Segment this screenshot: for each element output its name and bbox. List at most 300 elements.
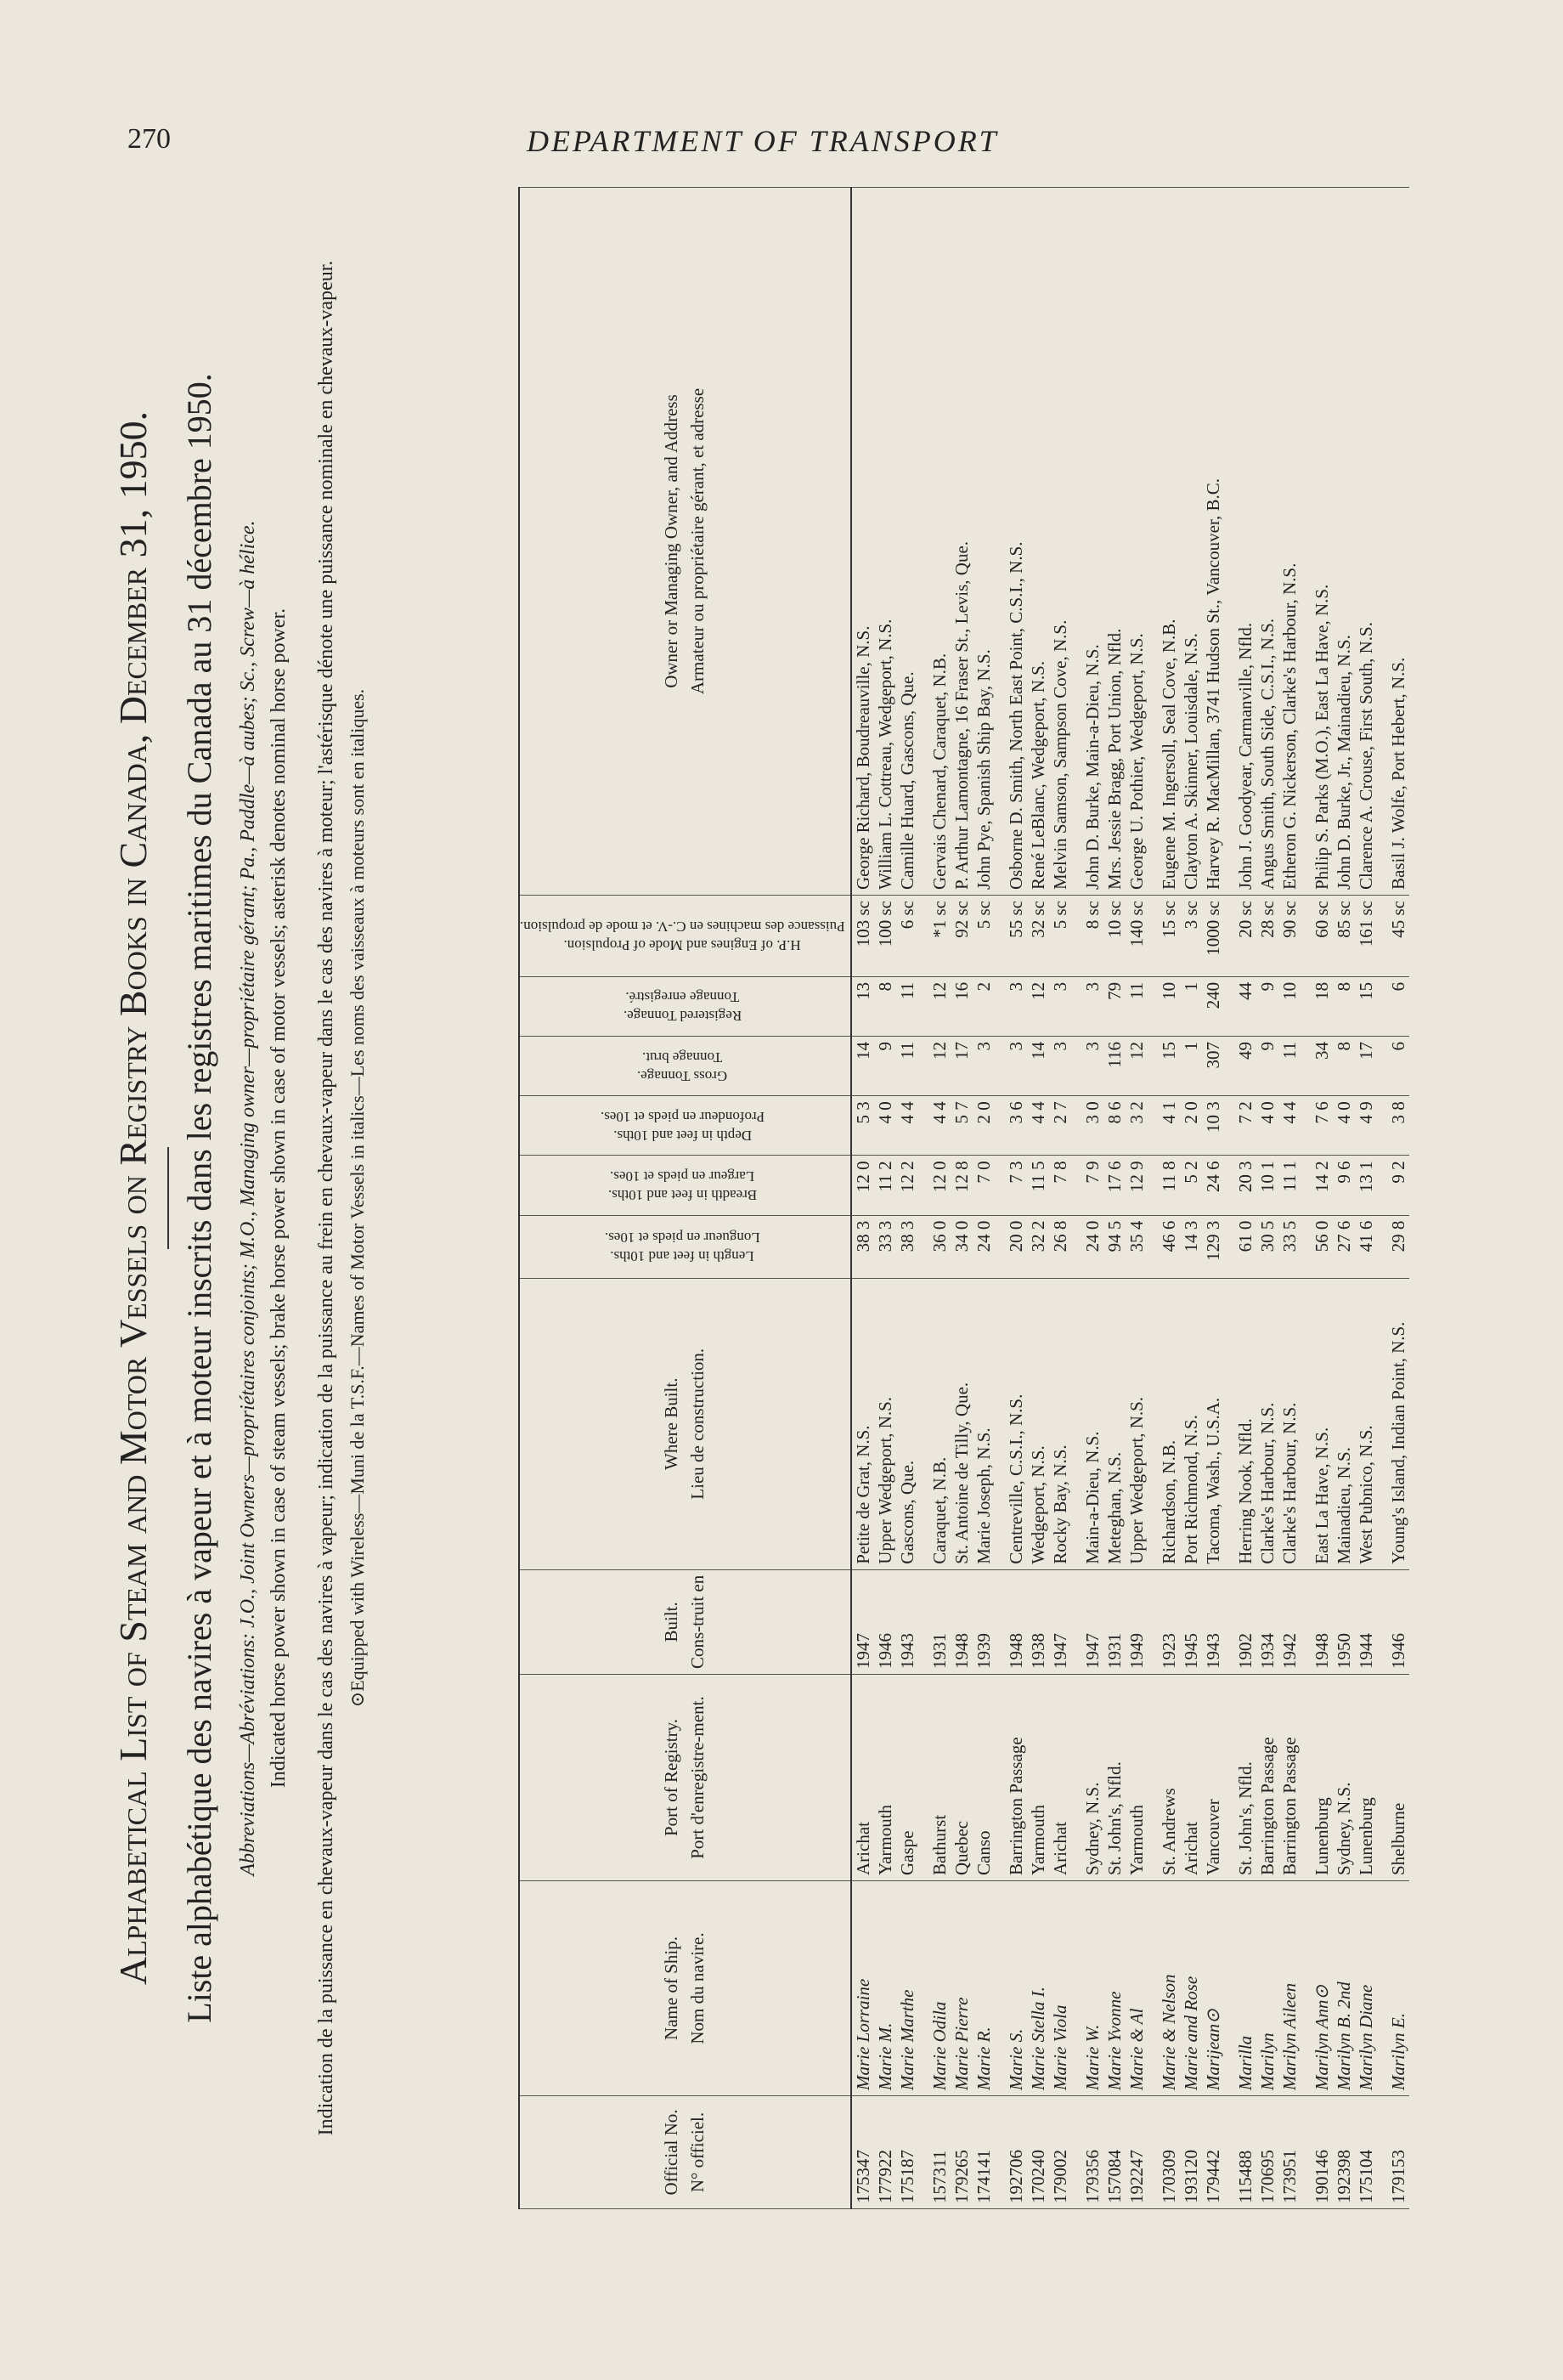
ship-name-cell: Marilyn [1256, 1881, 1278, 2096]
official-no-cell: 157084 [1103, 2096, 1126, 2209]
gross-tonnage-cell: 8 [1333, 1037, 1355, 1096]
length-cell: 38 3 [851, 1215, 874, 1278]
horse-power-cell: 3 sc [1180, 896, 1202, 977]
registered-tonnage-cell: 3 [1049, 976, 1081, 1036]
ship-name-cell: Marie M. [874, 1881, 896, 2096]
length-cell: 24 0 [973, 1215, 1005, 1278]
horse-power-cell: 8 sc [1081, 896, 1103, 977]
horse-power-cell: *1 sc [928, 896, 951, 977]
owner-cell: Basil J. Wolfe, Port Hebert, N.S. [1387, 188, 1409, 896]
port-cell: Barrington Passage [1005, 1675, 1027, 1881]
horse-power-cell: 140 sc [1126, 896, 1158, 977]
depth-cell: 4 0 [1256, 1096, 1278, 1156]
length-cell: 129 3 [1202, 1215, 1234, 1278]
owner-cell: John D. Burke, Jr., Mainadieu, N.S. [1333, 188, 1355, 896]
built-year-cell: 1943 [1202, 1569, 1234, 1674]
horse-power-cell: 28 sc [1256, 896, 1278, 977]
breadth-cell: 12 8 [951, 1156, 973, 1215]
owner-cell: Clarence A. Crouse, First South, N.S. [1355, 188, 1387, 896]
depth-cell: 8 6 [1103, 1096, 1126, 1156]
owner-cell: Gervais Chenard, Caraquet, N.B. [928, 188, 951, 896]
official-no-cell: 179002 [1049, 2096, 1081, 2209]
ship-name-cell: Marie W. [1081, 1881, 1103, 2096]
breadth-cell: 24 6 [1202, 1156, 1234, 1215]
length-cell: 32 2 [1027, 1215, 1049, 1278]
length-cell: 35 4 [1126, 1215, 1158, 1278]
french-power-note: Indication de la puissance en chevaux-vapeur dans le cas des navires à vapeur; indication de la puissance au frein en chevaux-vapeur dans le cas des navires à moteur; l'astérisque dénote une puissance nominale en chevaux-vapeur. [315, 260, 337, 2136]
length-cell: 34 0 [951, 1215, 973, 1278]
built-year-cell: 1923 [1158, 1569, 1180, 1674]
owner-cell: William L. Cottreau, Wedgeport, N.S. [874, 188, 896, 896]
table-row [1180, 188, 1202, 2209]
owner-cell: Osborne D. Smith, North East Point, C.S.I., N.S. [1005, 188, 1027, 896]
abbreviations-note: Abbreviations—Abréviations: J.O., Joint Owners—propriétaires conjoints; M.O., Managing owner—propriétaire gérant; Pa., Paddle—à aubes; Sc., Screw—à hélice. [237, 520, 259, 1876]
depth-cell: 7 2 [1234, 1096, 1256, 1156]
col-breadth: Breadth in feet and 10ths. Largeur en pieds et 10es. [519, 1156, 851, 1215]
depth-cell: 4 0 [1333, 1096, 1355, 1156]
registered-tonnage-cell: 11 [1126, 976, 1158, 1036]
length-cell: 30 5 [1256, 1215, 1278, 1278]
port-cell: Sydney, N.S. [1081, 1675, 1103, 1881]
depth-cell: 3 8 [1387, 1096, 1409, 1156]
breadth-cell: 11 5 [1027, 1156, 1049, 1215]
official-no-cell: 190146 [1311, 2096, 1333, 2209]
col-depth: Depth in feet and 10ths. Profondeur en pieds et 10es. [519, 1096, 851, 1156]
wireless-note: ⊙Equipped with Wireless—Muni de la T.S.F.—Names of Motor Vessels in italics—Les noms des vaisseaux à moteurs sont en italiques. [347, 688, 368, 1708]
length-cell: 38 3 [896, 1215, 928, 1278]
horse-power-cell: 161 sc [1355, 896, 1387, 977]
depth-cell: 4 4 [1027, 1096, 1049, 1156]
breadth-cell: 17 6 [1103, 1156, 1126, 1215]
table-row [1234, 188, 1256, 2209]
built-year-cell: 1934 [1256, 1569, 1278, 1674]
where-built-cell: Petite de Grat, N.S. [851, 1278, 874, 1569]
ship-name-cell: Marie Odila [928, 1881, 951, 2096]
owner-cell: René LeBlanc, Wedgeport, N.S. [1027, 188, 1049, 896]
horse-power-cell: 55 sc [1005, 896, 1027, 977]
official-no-cell: 170240 [1027, 2096, 1049, 2209]
official-no-cell: 173951 [1278, 2096, 1311, 2209]
gross-tonnage-cell: 9 [1256, 1037, 1278, 1096]
ship-name-cell: Marijean⊙ [1202, 1881, 1234, 2096]
where-built-cell: Main-a-Dieu, N.S. [1081, 1278, 1103, 1569]
where-built-cell: Clarke's Harbour, N.S. [1256, 1278, 1278, 1569]
gross-tonnage-cell: 307 [1202, 1037, 1234, 1096]
ship-name-cell: Marie S. [1005, 1881, 1027, 2096]
where-built-cell: Gascons, Que. [896, 1278, 928, 1569]
gross-tonnage-cell: 3 [973, 1037, 1005, 1096]
ship-name-cell: Marilyn Diane [1355, 1881, 1387, 2096]
owner-cell: George U. Pothier, Wedgeport, N.S. [1126, 188, 1158, 896]
table-header [519, 188, 851, 2209]
breadth-cell: 12 0 [928, 1156, 951, 1215]
ship-name-cell: Marilyn B. 2nd [1333, 1881, 1355, 2096]
registered-tonnage-cell: 8 [1333, 976, 1355, 1036]
port-cell: Canso [973, 1675, 1005, 1881]
owner-cell: George Richard, Boudreauville, N.S. [851, 188, 874, 896]
depth-cell: 3 6 [1005, 1096, 1027, 1156]
col-gross: Gross Tonnage. Tonnage brut. [519, 1037, 851, 1096]
depth-cell: 2 0 [973, 1096, 1005, 1156]
registered-tonnage-cell: 15 [1355, 976, 1387, 1036]
built-year-cell: 1948 [1311, 1569, 1333, 1674]
port-cell: Arichat [851, 1675, 874, 1881]
where-built-cell: Tacoma, Wash., U.S.A. [1202, 1278, 1234, 1569]
port-cell: Arichat [1049, 1675, 1081, 1881]
built-year-cell: 1943 [896, 1569, 928, 1674]
table-row [1126, 188, 1158, 2209]
registered-tonnage-cell: 11 [896, 976, 928, 1036]
official-no-cell: 174141 [973, 2096, 1005, 2209]
breadth-cell: 11 2 [874, 1156, 896, 1215]
owner-cell: Camille Huard, Gascons, Que. [896, 188, 928, 896]
built-year-cell: 1946 [874, 1569, 896, 1674]
length-cell: 46 6 [1158, 1215, 1180, 1278]
registered-tonnage-cell: 16 [951, 976, 973, 1036]
horse-power-cell: 45 sc [1387, 896, 1409, 977]
registered-tonnage-cell: 3 [1005, 976, 1027, 1036]
breadth-cell: 7 3 [1005, 1156, 1027, 1215]
length-cell: 14 3 [1180, 1215, 1202, 1278]
port-cell: Yarmouth [874, 1675, 896, 1881]
official-no-cell: 157311 [928, 2096, 951, 2209]
where-built-cell: Wedgeport, N.S. [1027, 1278, 1049, 1569]
built-year-cell: 1948 [951, 1569, 973, 1674]
registered-tonnage-cell: 10 [1278, 976, 1311, 1036]
length-cell: 33 3 [874, 1215, 896, 1278]
breadth-cell: 7 9 [1081, 1156, 1103, 1215]
depth-cell: 4 0 [874, 1096, 896, 1156]
col-where-built: Where Built. Lieu de construction. [519, 1278, 851, 1569]
breadth-cell: 12 2 [896, 1156, 928, 1215]
where-built-cell: Young's Island, Indian Point, N.S. [1387, 1278, 1409, 1569]
depth-cell: 4 9 [1355, 1096, 1387, 1156]
where-built-cell: Richardson, N.B. [1158, 1278, 1180, 1569]
gross-tonnage-cell: 11 [1278, 1037, 1311, 1096]
where-built-cell: Upper Wedgeport, N.S. [1126, 1278, 1158, 1569]
ship-name-cell: Marie & Al [1126, 1881, 1158, 2096]
title-english: Alphabetical List of Steam and Motor Vessels on Registry Books in Canada, December 31, 1950. [111, 410, 155, 1986]
gross-tonnage-cell: 3 [1005, 1037, 1027, 1096]
owner-cell: Etheron G. Nickerson, Clarke's Harbour, N.S. [1278, 188, 1311, 896]
where-built-cell: St. Antoine de Tilly, Que. [951, 1278, 973, 1569]
table-row [1333, 188, 1355, 2209]
vessel-registry-table [518, 187, 1409, 2209]
breadth-cell: 12 0 [851, 1156, 874, 1215]
ship-name-cell: Marilyn Aileen [1278, 1881, 1311, 2096]
col-name: Name of Ship. Nom du navire. [519, 1881, 851, 2096]
length-cell: 20 0 [1005, 1215, 1027, 1278]
ship-name-cell: Marie R. [973, 1881, 1005, 2096]
length-cell: 61 0 [1234, 1215, 1256, 1278]
gross-tonnage-cell: 17 [951, 1037, 973, 1096]
gross-tonnage-cell: 12 [928, 1037, 951, 1096]
breadth-cell: 20 3 [1234, 1156, 1256, 1215]
built-year-cell: 1902 [1234, 1569, 1256, 1674]
gross-tonnage-cell: 49 [1234, 1037, 1256, 1096]
registered-tonnage-cell: 44 [1234, 976, 1256, 1036]
horse-power-cell: 32 sc [1027, 896, 1049, 977]
col-built: Built. Cons-truit en [519, 1569, 851, 1674]
official-no-cell: 179265 [951, 2096, 973, 2209]
owner-cell: John J. Goodyear, Carmanville, Nfld. [1234, 188, 1256, 896]
breadth-cell: 14 2 [1311, 1156, 1333, 1215]
horse-power-cell: 60 sc [1311, 896, 1333, 977]
breadth-cell: 13 1 [1355, 1156, 1387, 1215]
table-row [1049, 188, 1081, 2209]
depth-cell: 5 7 [951, 1096, 973, 1156]
port-cell: Arichat [1180, 1675, 1202, 1881]
horse-power-cell: 92 sc [951, 896, 973, 977]
table-row [1355, 188, 1387, 2209]
port-cell: Sydney, N.S. [1333, 1675, 1355, 1881]
official-no-cell: 170695 [1256, 2096, 1278, 2209]
port-cell: Yarmouth [1027, 1675, 1049, 1881]
built-year-cell: 1947 [851, 1569, 874, 1674]
breadth-cell: 11 8 [1158, 1156, 1180, 1215]
running-head: DEPARTMENT OF TRANSPORT [527, 124, 999, 158]
where-built-cell: Upper Wedgeport, N.S. [874, 1278, 896, 1569]
gross-tonnage-cell: 14 [1027, 1037, 1049, 1096]
table-row [896, 188, 928, 2209]
port-cell: Gaspe [896, 1675, 928, 1881]
owner-cell: Harvey R. MacMillan, 3741 Hudson St., Vancouver, B.C. [1202, 188, 1234, 896]
gross-tonnage-cell: 15 [1158, 1037, 1180, 1096]
breadth-cell: 5 2 [1180, 1156, 1202, 1215]
owner-cell: Melvin Samson, Sampson Cove, N.S. [1049, 188, 1081, 896]
registered-tonnage-cell: 10 [1158, 976, 1180, 1036]
built-year-cell: 1944 [1355, 1569, 1387, 1674]
horse-power-cell: 5 sc [1049, 896, 1081, 977]
ship-name-cell: Marie Viola [1049, 1881, 1081, 2096]
title-french: Liste alphabétique des navires à vapeur et à moteur inscrits dans les registres maritimes du Canada au 31 décembre 1950. [180, 373, 218, 2023]
official-no-cell: 170309 [1158, 2096, 1180, 2209]
port-cell: Vancouver [1202, 1675, 1234, 1881]
col-registered: Registered Tonnage. Tonnage enregistré. [519, 976, 851, 1036]
official-no-cell: 192398 [1333, 2096, 1355, 2209]
built-year-cell: 1931 [928, 1569, 951, 1674]
gross-tonnage-cell: 116 [1103, 1037, 1126, 1096]
registered-tonnage-cell: 12 [928, 976, 951, 1036]
ship-name-cell: Marie Stella I. [1027, 1881, 1049, 2096]
where-built-cell: Meteghan, N.S. [1103, 1278, 1126, 1569]
owner-cell: Mrs. Jessie Bragg, Port Union, Nfld. [1103, 188, 1126, 896]
horse-power-cell: 5 sc [973, 896, 1005, 977]
registered-tonnage-cell: 9 [1256, 976, 1278, 1036]
owner-cell: Philip S. Parks (M.O.), East La Have, N.S. [1311, 188, 1333, 896]
table-row [1387, 188, 1409, 2209]
built-year-cell: 1945 [1180, 1569, 1202, 1674]
gross-tonnage-cell: 6 [1387, 1037, 1409, 1096]
registered-tonnage-cell: 8 [874, 976, 896, 1036]
length-cell: 26 8 [1049, 1215, 1081, 1278]
horse-power-cell: 103 sc [851, 896, 874, 977]
depth-cell: 2 7 [1049, 1096, 1081, 1156]
built-year-cell: 1942 [1278, 1569, 1311, 1674]
owner-cell: John Pye, Spanish Ship Bay, N.S. [973, 188, 1005, 896]
col-length: Length in feet and 10ths. Longueur en pieds et 10es. [519, 1215, 851, 1278]
table-row [874, 188, 896, 2209]
registered-tonnage-cell: 79 [1103, 976, 1126, 1036]
ship-name-cell: Marie Yvonne [1103, 1881, 1126, 2096]
port-cell: Lunenburg [1311, 1675, 1333, 1881]
col-official-no: Official No. N° officiel. [519, 2096, 851, 2209]
breadth-cell: 9 6 [1333, 1156, 1355, 1215]
owner-cell: P. Arthur Lamontagne, 16 Fraser St., Levis, Que. [951, 188, 973, 896]
horse-power-cell: 1000 sc [1202, 896, 1234, 977]
breadth-cell: 12 9 [1126, 1156, 1158, 1215]
gross-tonnage-cell: 1 [1180, 1037, 1202, 1096]
breadth-cell: 11 1 [1278, 1156, 1311, 1215]
registered-tonnage-cell: 6 [1387, 976, 1409, 1036]
table-row [1005, 188, 1027, 2209]
depth-cell: 7 6 [1311, 1096, 1333, 1156]
breadth-cell: 10 1 [1256, 1156, 1278, 1215]
ship-name-cell: Marie & Nelson [1158, 1881, 1180, 2096]
horse-power-cell: 90 sc [1278, 896, 1311, 977]
horse-power-cell: 20 sc [1234, 896, 1256, 977]
length-cell: 94 5 [1103, 1215, 1126, 1278]
table-row [1278, 188, 1311, 2209]
length-cell: 36 0 [928, 1215, 951, 1278]
port-cell: St. Andrews [1158, 1675, 1180, 1881]
where-built-cell: Port Richmond, N.S. [1180, 1278, 1202, 1569]
depth-cell: 4 4 [896, 1096, 928, 1156]
registered-tonnage-cell: 1 [1180, 976, 1202, 1036]
where-built-cell: Centreville, C.S.I., N.S. [1005, 1278, 1027, 1569]
page-number: 270 [127, 123, 171, 155]
built-year-cell: 1931 [1103, 1569, 1126, 1674]
owner-cell: Angus Smith, South Side, C.S.I., N.S. [1256, 188, 1278, 896]
table-row [851, 188, 874, 2209]
built-year-cell: 1947 [1049, 1569, 1081, 1674]
port-cell: St. John's, Nfld. [1103, 1675, 1126, 1881]
where-built-cell: Rocky Bay, N.S. [1049, 1278, 1081, 1569]
built-year-cell: 1950 [1333, 1569, 1355, 1674]
port-cell: St. John's, Nfld. [1234, 1675, 1256, 1881]
table-row [1081, 188, 1103, 2209]
rotated-table-page [93, 187, 1470, 2209]
official-no-cell: 175104 [1355, 2096, 1387, 2209]
gross-tonnage-cell: 34 [1311, 1037, 1333, 1096]
table-row [1311, 188, 1333, 2209]
registered-tonnage-cell: 240 [1202, 976, 1234, 1036]
ship-name-cell: Marilyn E. [1387, 1881, 1409, 2096]
depth-cell: 5 3 [851, 1096, 874, 1156]
ship-name-cell: Marilla [1234, 1881, 1256, 2096]
table-row [928, 188, 951, 2209]
port-cell: Yarmouth [1126, 1675, 1158, 1881]
official-no-cell: 115488 [1234, 2096, 1256, 2209]
length-cell: 29 8 [1387, 1215, 1409, 1278]
table-row [1103, 188, 1126, 2209]
depth-cell: 4 4 [928, 1096, 951, 1156]
horse-power-cell: 10 sc [1103, 896, 1126, 977]
official-no-cell: 192706 [1005, 2096, 1027, 2209]
gross-tonnage-cell: 9 [874, 1037, 896, 1096]
official-no-cell: 175347 [851, 2096, 874, 2209]
title-block [93, 187, 501, 2209]
table-row [973, 188, 1005, 2209]
owner-cell: Clayton A. Skinner, Louisdale, N.S. [1180, 188, 1202, 896]
depth-cell: 2 0 [1180, 1096, 1202, 1156]
official-no-cell: 193120 [1180, 2096, 1202, 2209]
length-cell: 24 0 [1081, 1215, 1103, 1278]
where-built-cell: West Pubnico, N.S. [1355, 1278, 1387, 1569]
official-no-cell: 179153 [1387, 2096, 1409, 2209]
official-no-cell: 179356 [1081, 2096, 1103, 2209]
horse-power-cell: 6 sc [896, 896, 928, 977]
horse-power-cell: 100 sc [874, 896, 896, 977]
depth-cell: 3 0 [1081, 1096, 1103, 1156]
depth-cell: 4 4 [1278, 1096, 1311, 1156]
port-cell: Lunenburg [1355, 1675, 1387, 1881]
depth-cell: 4 1 [1158, 1096, 1180, 1156]
table-body [851, 188, 1409, 2209]
gross-tonnage-cell: 12 [1126, 1037, 1158, 1096]
ship-name-cell: Marie Lorraine [851, 1881, 874, 2096]
breadth-cell: 9 2 [1387, 1156, 1409, 1215]
col-port: Port of Registry. Port d'enregistre-ment. [519, 1675, 851, 1881]
table-row [1256, 188, 1278, 2209]
registered-tonnage-cell: 18 [1311, 976, 1333, 1036]
where-built-cell: Marie Joseph, N.S. [973, 1278, 1005, 1569]
gross-tonnage-cell: 11 [896, 1037, 928, 1096]
official-no-cell: 179442 [1202, 2096, 1234, 2209]
length-cell: 27 6 [1333, 1215, 1355, 1278]
gross-tonnage-cell: 17 [1355, 1037, 1387, 1096]
owner-cell: John D. Burke, Main-a-Dieu, N.S. [1081, 188, 1103, 896]
horse-power-cell: 85 sc [1333, 896, 1355, 977]
col-owner: Owner or Managing Owner, and Address Armateur ou propriétaire gérant, et adresse [519, 188, 851, 896]
port-cell: Shelburne [1387, 1675, 1409, 1881]
length-cell: 33 5 [1278, 1215, 1311, 1278]
table-row [1202, 188, 1234, 2209]
where-built-cell: Mainadieu, N.S. [1333, 1278, 1355, 1569]
ship-name-cell: Marie and Rose [1180, 1881, 1202, 2096]
ship-name-cell: Marie Marthe [896, 1881, 928, 2096]
gross-tonnage-cell: 3 [1049, 1037, 1081, 1096]
built-year-cell: 1939 [973, 1569, 1005, 1674]
official-no-cell: 175187 [896, 2096, 928, 2209]
horse-power-note: Indicated horse power shown in case of steam vessels; brake horse power shown in case of motor vessels; asterisk denotes nominal horse power. [268, 608, 290, 1789]
gross-tonnage-cell: 14 [851, 1037, 874, 1096]
official-no-cell: 192247 [1126, 2096, 1158, 2209]
built-year-cell: 1946 [1387, 1569, 1409, 1674]
breadth-cell: 7 0 [973, 1156, 1005, 1215]
gross-tonnage-cell: 3 [1081, 1037, 1103, 1096]
breadth-cell: 7 8 [1049, 1156, 1081, 1215]
col-hp: H.P. of Engines and Mode of Propulsion. Puissance des machines en C.-V. et mode de propulsion. [519, 896, 851, 977]
table-row [951, 188, 973, 2209]
built-year-cell: 1947 [1081, 1569, 1103, 1674]
built-year-cell: 1948 [1005, 1569, 1027, 1674]
registered-tonnage-cell: 12 [1027, 976, 1049, 1036]
table-row [1027, 188, 1049, 2209]
page-header [127, 123, 1487, 166]
port-cell: Barrington Passage [1256, 1675, 1278, 1881]
where-built-cell: Clarke's Harbour, N.S. [1278, 1278, 1311, 1569]
table-row [1158, 188, 1180, 2209]
length-cell: 56 0 [1311, 1215, 1333, 1278]
where-built-cell: Caraquet, N.B. [928, 1278, 951, 1569]
port-cell: Barrington Passage [1278, 1675, 1311, 1881]
port-cell: Quebec [951, 1675, 973, 1881]
built-year-cell: 1938 [1027, 1569, 1049, 1674]
official-no-cell: 177922 [874, 2096, 896, 2209]
title-rule [167, 1147, 169, 1249]
registered-tonnage-cell: 3 [1081, 976, 1103, 1036]
